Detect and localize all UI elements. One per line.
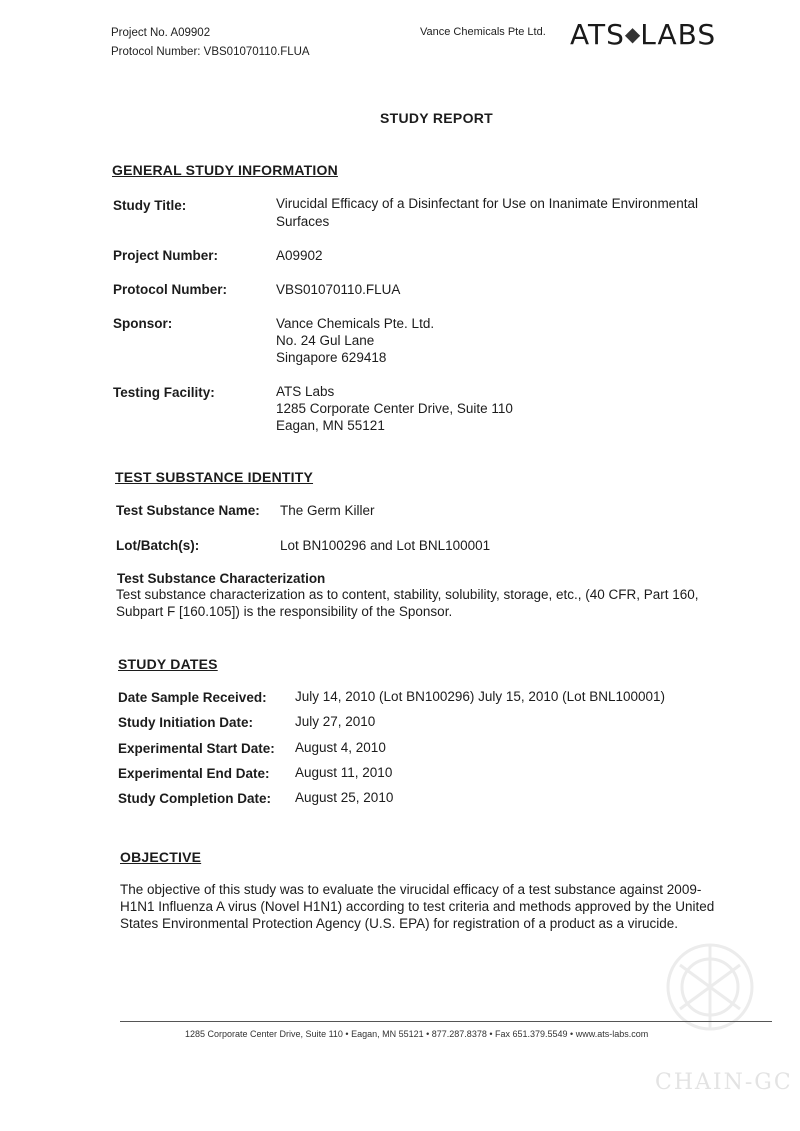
protocol-number-value: VBS01070110.FLUA [276, 282, 401, 297]
facility-line-3: Eagan, MN 55121 [276, 418, 385, 433]
header-sponsor-name: Vance Chemicals Pte Ltd. [420, 26, 546, 38]
experimental-end-label: Experimental End Date: [118, 766, 270, 781]
test-substance-name-value: The Germ Killer [280, 503, 375, 518]
study-title-label: Study Title: [113, 198, 187, 213]
initiation-date-label: Study Initiation Date: [118, 715, 253, 730]
completion-date-label: Study Completion Date: [118, 791, 272, 806]
date-received-label: Date Sample Received: [118, 690, 267, 705]
facility-line-1: ATS Labs [276, 384, 335, 399]
section-heading-general: GENERAL STUDY INFORMATION [112, 162, 338, 178]
objective-line-1: The objective of this study was to evaluate the virucidal efficacy of a test substance against 2009- [120, 882, 702, 897]
logo-diamond-icon: ◆ [624, 22, 641, 46]
section-heading-study-dates: STUDY DATES [118, 656, 218, 672]
characterization-line-2: Subpart F [160.105]) is the responsibility of the Sponsor. [116, 604, 453, 619]
study-title-line-1: Virucidal Efficacy of a Disinfectant for Use on Inanimate Environmental [276, 196, 698, 211]
objective-line-3: States Environmental Protection Agency (U.S. EPA) for registration of a product as a virucide. [120, 916, 679, 931]
section-heading-test-substance: TEST SUBSTANCE IDENTITY [115, 469, 314, 485]
characterization-heading: Test Substance Characterization [117, 571, 326, 586]
experimental-start-label: Experimental Start Date: [118, 741, 275, 756]
project-number-value: A09902 [276, 248, 323, 263]
header-protocol-number: Protocol Number: VBS01070110.FLUA [111, 46, 310, 58]
lot-batch-label: Lot/Batch(s): [116, 538, 200, 553]
project-number-label: Project Number: [113, 248, 219, 263]
footer-divider [120, 1021, 772, 1022]
testing-facility-label: Testing Facility: [113, 385, 215, 400]
header-project-no: Project No. A09902 [111, 27, 211, 39]
objective-line-2: H1N1 Influenza A virus (Novel H1N1) according to test criteria and methods approved by the United [120, 899, 715, 914]
chain-watermark: CHAIN-GC [655, 1070, 793, 1095]
sponsor-line-3: Singapore 629418 [276, 350, 387, 365]
report-title: STUDY REPORT [380, 110, 494, 126]
ats-labs-logo [570, 18, 716, 51]
characterization-line-1: Test substance characterization as to content, stability, solubility, storage, etc., (40 CFR, Part 160, [116, 587, 699, 602]
completion-date-value: August 25, 2010 [295, 790, 394, 805]
facility-line-2: 1285 Corporate Center Drive, Suite 110 [276, 401, 513, 416]
section-heading-objective: OBJECTIVE [120, 849, 202, 865]
logo-text-right: LABS [640, 18, 717, 51]
protocol-number-label: Protocol Number: [113, 282, 228, 297]
sponsor-line-1: Vance Chemicals Pte. Ltd. [276, 316, 435, 331]
date-received-value: July 14, 2010 (Lot BN100296) July 15, 2010 (Lot BNL100001) [295, 689, 665, 704]
experimental-start-value: August 4, 2010 [295, 740, 386, 755]
test-substance-name-label: Test Substance Name: [116, 503, 260, 518]
logo-text-left: ATS [570, 18, 625, 51]
initiation-date-value: July 27, 2010 [295, 714, 376, 729]
experimental-end-value: August 11, 2010 [295, 765, 393, 780]
study-title-line-2: Surfaces [276, 214, 330, 229]
seal-watermark-icon [650, 935, 770, 1040]
lot-batch-value: Lot BN100296 and Lot BNL100001 [280, 538, 491, 553]
footer-contact: 1285 Corporate Center Drive, Suite 110 • Eagan, MN 55121 • 877.287.8378 • Fax 651.379.5549 • www.ats-labs.com [185, 1029, 649, 1039]
sponsor-line-2: No. 24 Gul Lane [276, 333, 375, 348]
sponsor-label: Sponsor: [113, 316, 173, 331]
